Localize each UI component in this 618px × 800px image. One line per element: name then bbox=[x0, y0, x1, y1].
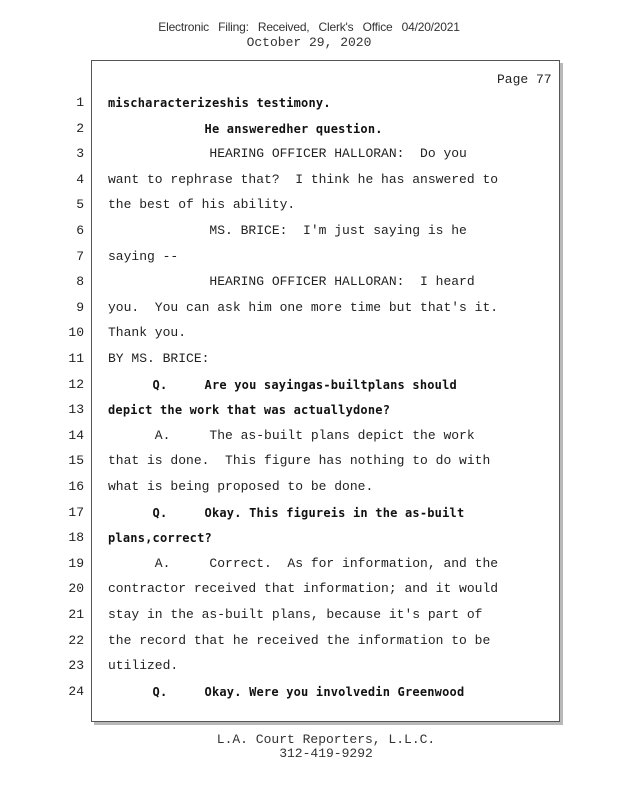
line-number: 4 bbox=[76, 172, 84, 187]
line-number: 12 bbox=[68, 377, 84, 392]
court-reporter-phone: 312-419-9292 bbox=[279, 746, 373, 761]
transcript-line: stay in the as-built plans, because it's part of bbox=[108, 607, 483, 622]
line-number: 2 bbox=[76, 121, 84, 136]
page-number: Page 77 bbox=[497, 72, 552, 87]
line-number: 13 bbox=[68, 402, 84, 417]
court-reporter-name: L.A. Court Reporters, L.L.C. bbox=[216, 732, 436, 747]
transcript-date: October 29, 2020 bbox=[246, 35, 372, 50]
transcript-line: A. The as-built plans depict the work bbox=[108, 428, 475, 443]
transcript-line: He answeredher question. bbox=[108, 122, 383, 136]
transcript-line: the record that he received the information to be bbox=[108, 633, 491, 648]
line-number: 1 bbox=[76, 95, 84, 110]
transcript-line: contractor received that information; and it would bbox=[108, 581, 499, 596]
line-number: 18 bbox=[68, 530, 84, 545]
transcript-line: plans,correct? bbox=[108, 531, 212, 545]
transcript-line: Thank you. bbox=[108, 325, 187, 340]
line-number: 5 bbox=[76, 197, 84, 212]
line-number: 8 bbox=[76, 274, 84, 289]
line-number: 23 bbox=[68, 658, 84, 673]
transcript-line: BY MS. BRICE: bbox=[108, 351, 210, 366]
line-number: 24 bbox=[68, 684, 84, 699]
transcript-line: utilized. bbox=[108, 658, 179, 673]
transcript-line: that is done. This figure has nothing to do with bbox=[108, 453, 491, 468]
transcript-line: mischaracterizeshis testimony. bbox=[108, 96, 331, 110]
transcript-line: A. Correct. As for information, and the bbox=[108, 556, 499, 571]
transcript-line: HEARING OFFICER HALLORAN: I heard bbox=[108, 274, 475, 289]
transcript-line: Q. Okay. This figureis in the as-built bbox=[108, 506, 465, 520]
transcript-line: HEARING OFFICER HALLORAN: Do you bbox=[108, 146, 467, 161]
transcript-line: Q. Okay. Were you involvedin Greenwood bbox=[108, 685, 465, 699]
line-number: 15 bbox=[68, 453, 84, 468]
line-number: 16 bbox=[68, 479, 84, 494]
filing-stamp-header: Electronic Filing: Received, Clerk's Office 04/20/2021 bbox=[158, 20, 460, 34]
transcript-line: MS. BRICE: I'm just saying is he bbox=[108, 223, 467, 238]
transcript-line: want to rephrase that? I think he has answered to bbox=[108, 172, 499, 187]
transcript-line: saying -- bbox=[108, 249, 179, 264]
line-number: 19 bbox=[68, 556, 84, 571]
transcript-line: the best of his ability. bbox=[108, 197, 296, 212]
transcript-line: what is being proposed to be done. bbox=[108, 479, 374, 494]
line-number: 7 bbox=[76, 249, 84, 264]
transcript-line: depict the work that was actuallydone? bbox=[108, 403, 391, 417]
line-number: 14 bbox=[68, 428, 84, 443]
transcript-line: you. You can ask him one more time but that's it. bbox=[108, 300, 499, 315]
line-number: 3 bbox=[76, 146, 84, 161]
line-number: 20 bbox=[68, 581, 84, 596]
line-number: 10 bbox=[68, 325, 84, 340]
line-number: 11 bbox=[68, 351, 84, 366]
line-number: 22 bbox=[68, 633, 84, 648]
line-number: 21 bbox=[68, 607, 84, 622]
line-number: 17 bbox=[68, 505, 84, 520]
transcript-line: Q. Are you sayingas-builtplans should bbox=[108, 378, 457, 392]
line-number: 6 bbox=[76, 223, 84, 238]
line-number: 9 bbox=[76, 300, 84, 315]
